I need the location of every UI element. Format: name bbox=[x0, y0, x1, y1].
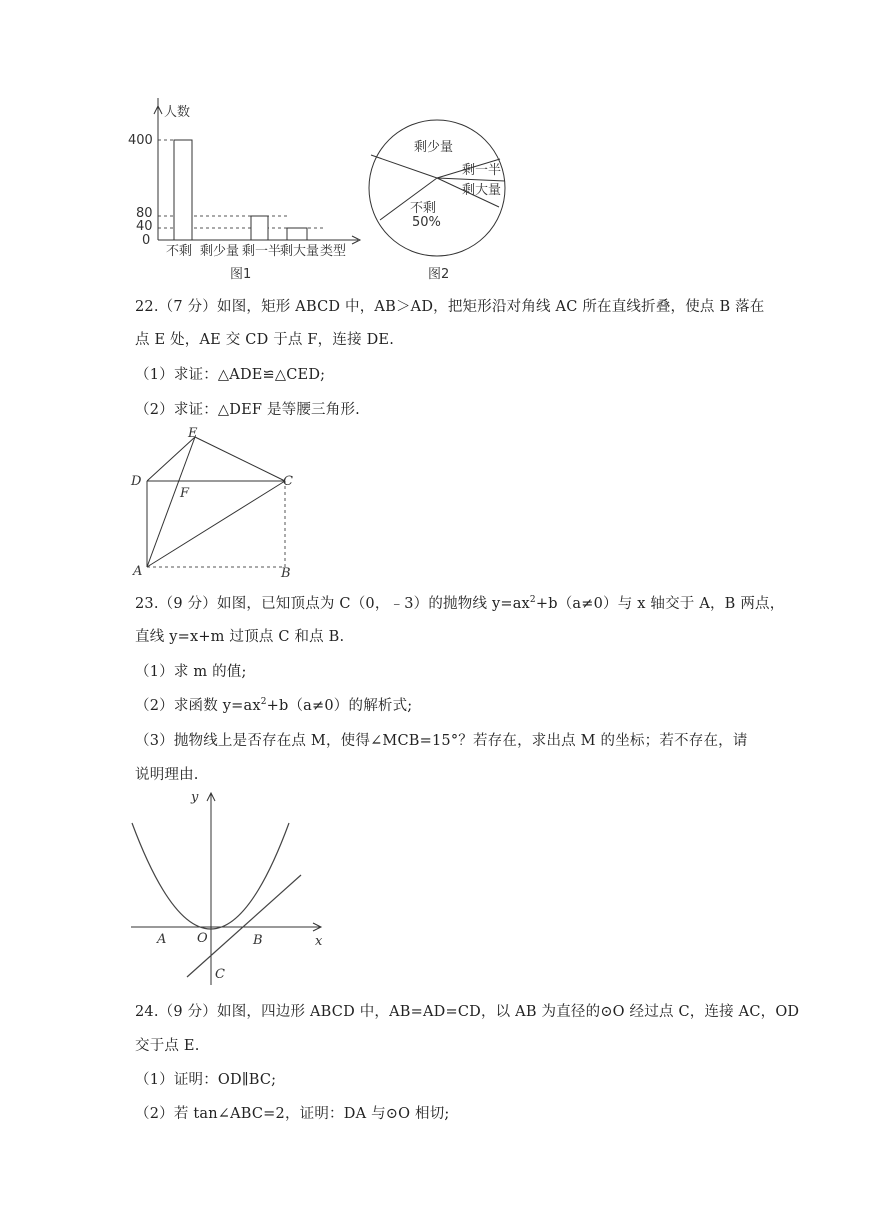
point-E-label: E bbox=[188, 426, 198, 441]
q22-part-2: （2）求证：△DEF 是等腰三角形. bbox=[135, 402, 360, 418]
y-tick-80: 80 bbox=[136, 206, 153, 221]
q23-sup-1: 2 bbox=[529, 595, 536, 606]
segment-DE bbox=[147, 437, 195, 481]
point-D-label: D bbox=[131, 474, 142, 489]
q23-graph bbox=[125, 785, 340, 995]
x-cat-1: 不剩 bbox=[166, 244, 193, 259]
x-cat-3: 剩一半 bbox=[242, 244, 282, 259]
q22-line-2: 点 E 处，AE 交 CD 于点 F，连接 DE. bbox=[135, 332, 395, 348]
q24-part-2: （2）若 tan∠ABC=2，证明：DA 与⊙O 相切; bbox=[135, 1106, 450, 1122]
point-F-label: F bbox=[180, 486, 190, 501]
y-axis-label: y bbox=[191, 790, 199, 805]
q23-part-1: （1）求 m 的值; bbox=[135, 664, 247, 680]
q22-line-1: 22.（7 分）如图，矩形 ABCD 中，AB＞AD，把矩形沿对角线 AC 所在直线折叠，使点 B 落在 bbox=[135, 299, 765, 315]
x-axis-label: x bbox=[315, 934, 323, 949]
x-cat-2: 剩少量 bbox=[200, 244, 240, 259]
point-O-label: O bbox=[197, 931, 208, 946]
figure-2-pie-chart bbox=[360, 98, 520, 288]
q23-part-2 bbox=[135, 694, 412, 715]
segment-AC bbox=[147, 481, 285, 567]
q22-diagram bbox=[125, 425, 305, 585]
y-axis-label: 人数 bbox=[164, 105, 191, 120]
q23-part-3: （3）抛物线上是否存在点 M，使得∠MCB=15°？若存在，求出点 M 的坐标；若不存在，请 bbox=[135, 733, 748, 749]
bar-剩大量 bbox=[287, 228, 307, 240]
q23-part-3b: 说明理由. bbox=[135, 767, 199, 783]
q24-line-1: 24.（9 分）如图，四边形 ABCD 中，AB=AD=CD，以 AB 为直径的⊙O 经过点 C，连接 AC，OD bbox=[135, 1004, 800, 1020]
y-tick-400: 400 bbox=[128, 133, 153, 148]
bar-剩一半 bbox=[251, 216, 268, 240]
pie-label-little: 剩少量 bbox=[414, 140, 454, 155]
pie-label-half: 剩一半 bbox=[462, 163, 502, 178]
point-C-label: C bbox=[215, 967, 225, 982]
point-A-label: A bbox=[157, 932, 167, 947]
q23-part-2-b: +b（a≠0）的解析式; bbox=[266, 698, 413, 714]
point-C-label: C bbox=[283, 474, 293, 489]
line-CB bbox=[187, 875, 301, 977]
segment-EC bbox=[195, 437, 285, 481]
q23-line-1-a: 23.（9 分）如图，已知顶点为 C（0，﹣3）的抛物线 y=ax bbox=[135, 596, 530, 612]
figure-1-bar-chart bbox=[120, 98, 370, 288]
q24-part-1: （1）证明：OD∥BC; bbox=[135, 1072, 277, 1088]
pie-label-much: 剩大量 bbox=[462, 183, 502, 198]
q24-line-2: 交于点 E. bbox=[135, 1038, 200, 1054]
q23-part-2-a: （2）求函数 y=ax bbox=[135, 698, 261, 714]
figure-2-caption: 图2 bbox=[428, 267, 450, 282]
point-A-label: A bbox=[133, 564, 143, 579]
y-tick-0: 0 bbox=[142, 233, 151, 248]
q23-line-1 bbox=[135, 592, 784, 613]
point-B-label: B bbox=[281, 566, 291, 581]
x-cat-4: 剩大量 bbox=[280, 244, 320, 259]
x-axis-label: 类型 bbox=[320, 244, 347, 259]
segment-AE bbox=[147, 437, 195, 567]
q22-part-1: （1）求证：△ADE≌△CED; bbox=[135, 367, 326, 383]
figure-1-caption: 图1 bbox=[230, 267, 252, 282]
bar-不剩 bbox=[174, 140, 192, 240]
q23-line-1-b: +b（a≠0）与 x 轴交于 A，B 两点， bbox=[535, 596, 785, 612]
q23-line-2: 直线 y=x+m 过顶点 C 和点 B. bbox=[135, 629, 345, 645]
pie-divider-3 bbox=[437, 178, 505, 181]
pie-label-none: 不剩 bbox=[410, 201, 437, 216]
point-B-label: B bbox=[253, 933, 263, 948]
q23-sup-2: 2 bbox=[260, 697, 267, 708]
pie-divider-1 bbox=[371, 155, 437, 178]
pie-label-percent: 50% bbox=[412, 215, 441, 230]
y-tick-40: 40 bbox=[136, 219, 153, 234]
